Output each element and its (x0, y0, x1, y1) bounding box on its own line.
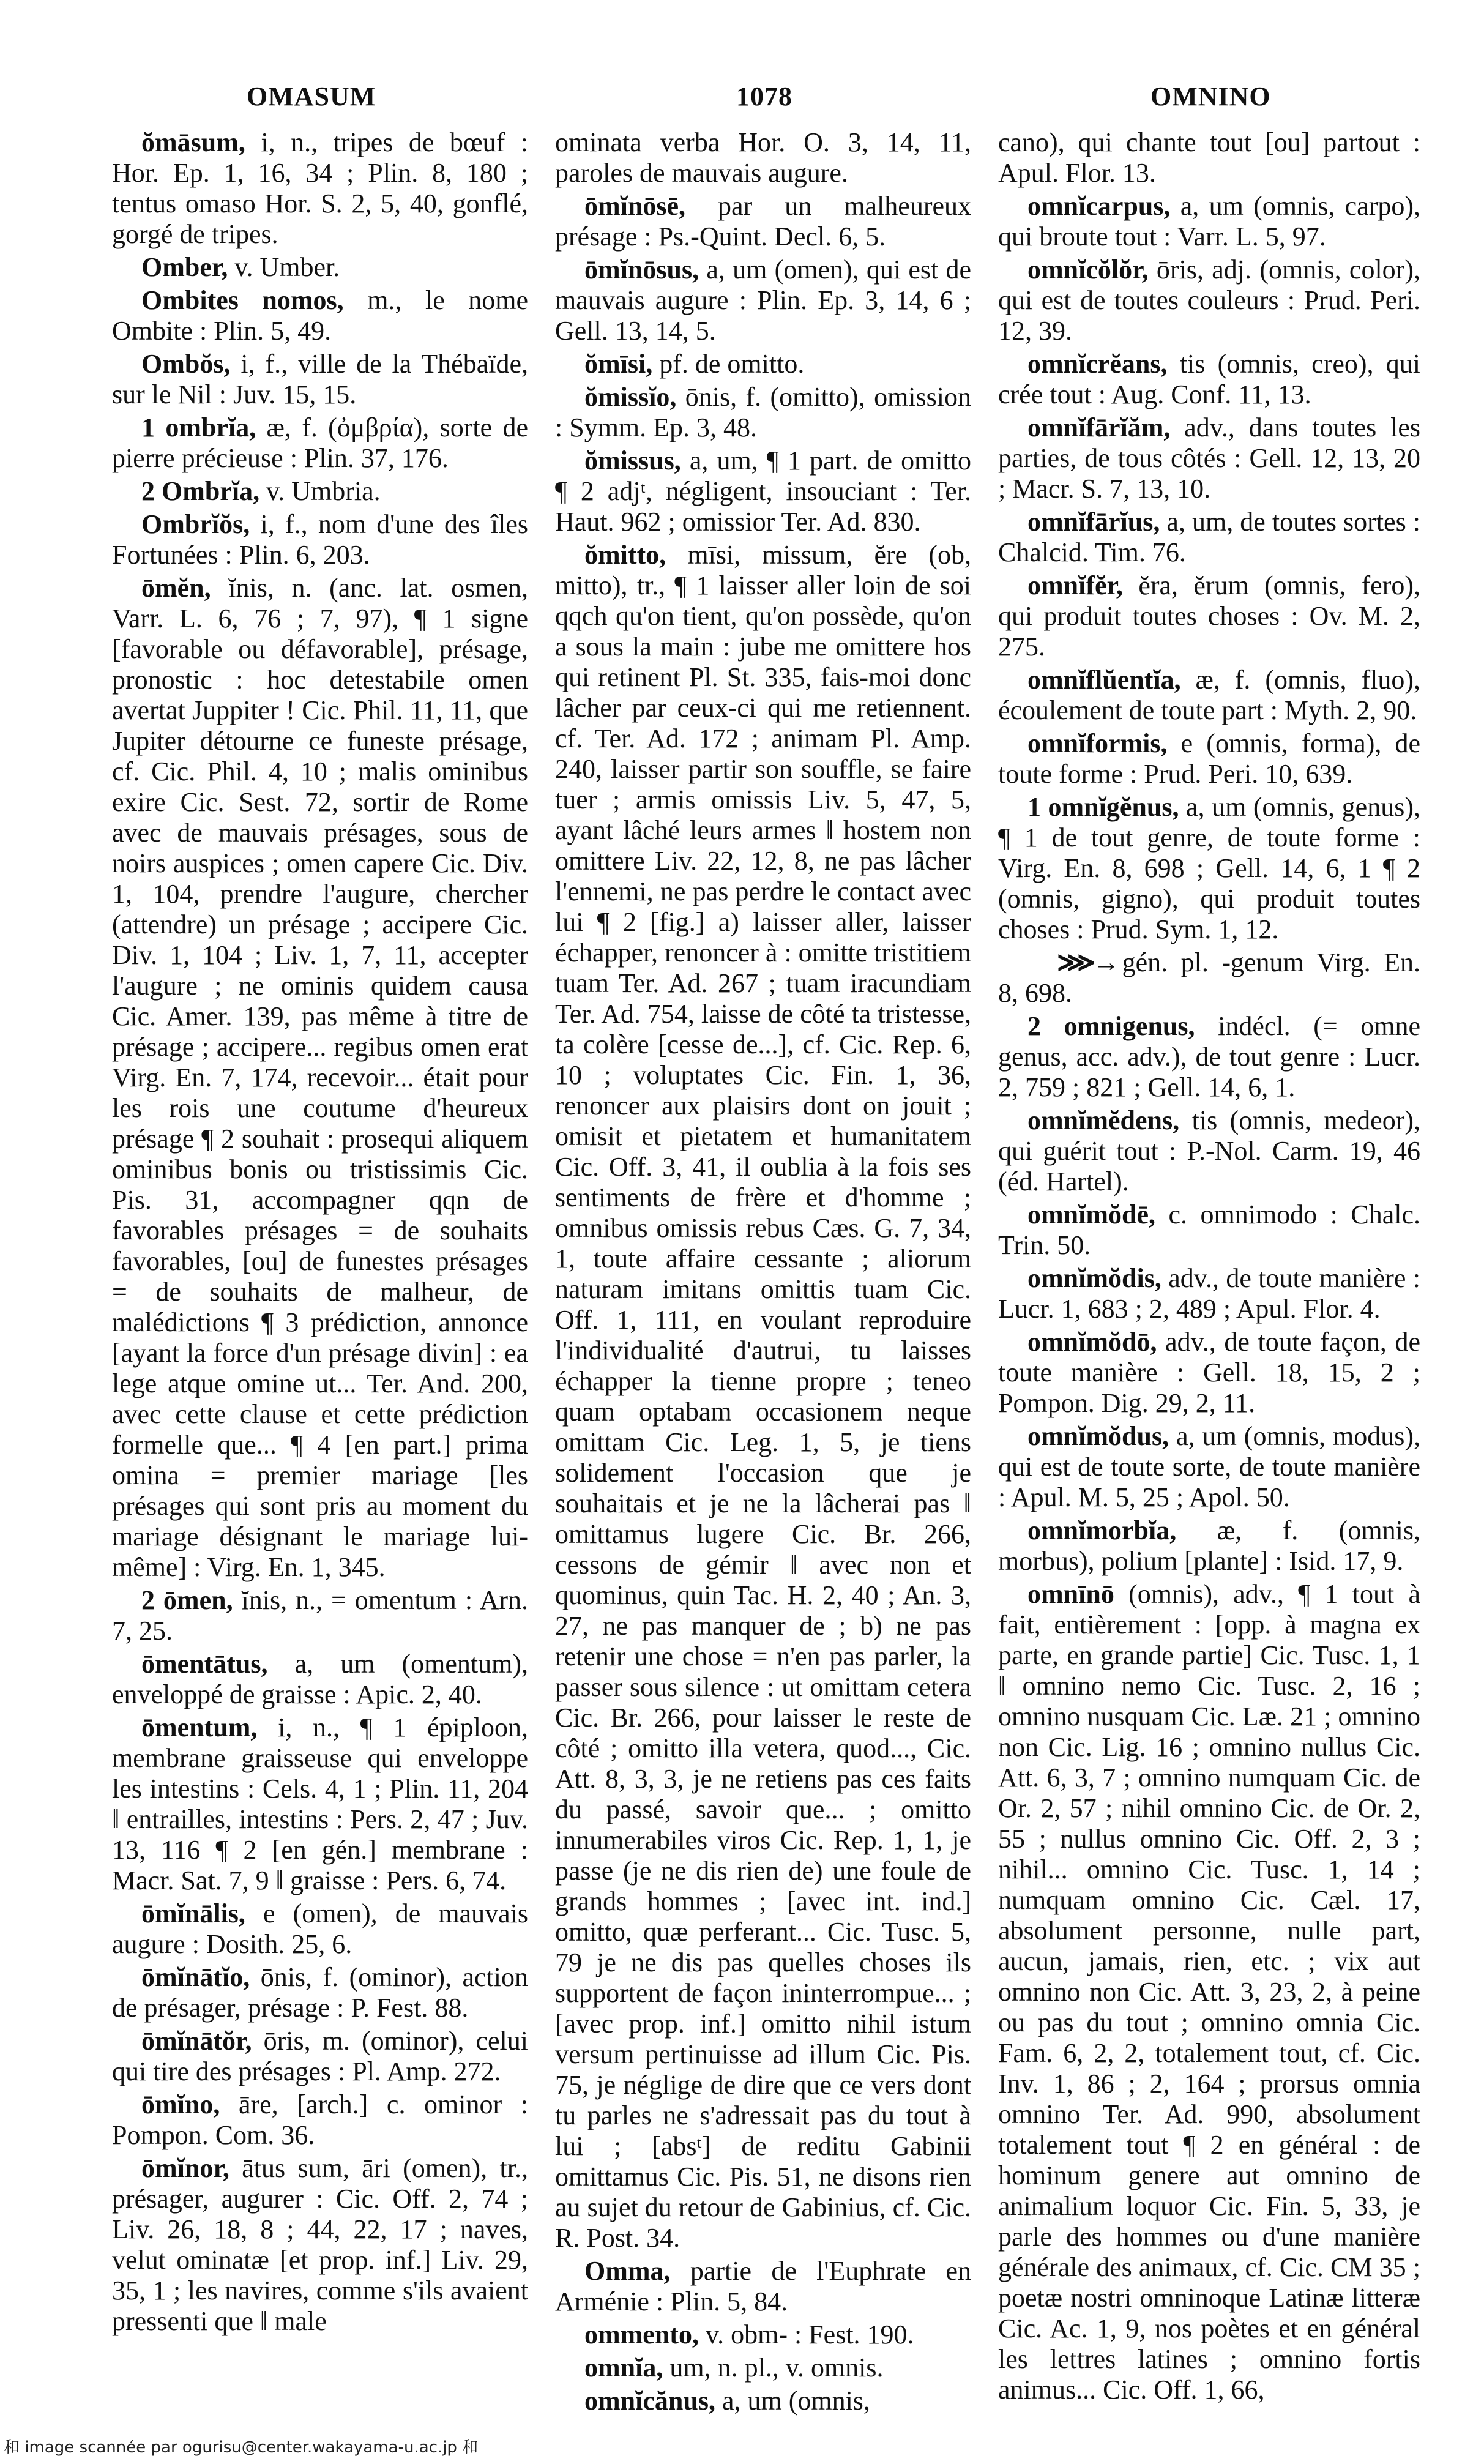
entry-definition: v. Umbria. (259, 476, 381, 506)
dictionary-entry (112, 2153, 528, 2337)
dictionary-entry (555, 446, 971, 537)
headword: omnĭcŏlŏr, (1027, 255, 1149, 285)
headword: omnĭmŏdē, (1027, 1200, 1155, 1230)
text-columns (0, 127, 1484, 2419)
kanji-mark-right: 和 (462, 2438, 479, 2457)
dictionary-entry (112, 476, 528, 507)
dictionary-entry (998, 1011, 1420, 1103)
headword: omnĭmŏdō, (1027, 1327, 1157, 1357)
headword: Omber, (141, 252, 228, 282)
dictionary-entry (998, 127, 1420, 189)
entry-definition: ōris, adj. (omnis, color), qui est de toutes couleurs : Prud. Peri. 12, 39. (998, 255, 1420, 346)
entry-definition: i, f., ville de la Thébaïde, sur le Nil : Juv. 15, 15. (112, 349, 528, 409)
entry-definition: c. omnimodo : Chalc. Trin. 50. (998, 1200, 1420, 1260)
dictionary-entry (998, 255, 1420, 346)
dictionary-entry (112, 1962, 528, 2023)
dictionary-entry (555, 540, 971, 2253)
entry-definition: ōris, m. (ominor), celui qui tire des présages : Pl. Amp. 272. (112, 2026, 528, 2086)
dictionary-entry (998, 191, 1420, 252)
dictionary-entry (998, 570, 1420, 662)
entry-definition: adv., de toute manière : Lucr. 1, 683 ; 2, 489 ; Apul. Flor. 4. (998, 1263, 1420, 1324)
entry-definition: i, f., nom d'une des îles Fortunées : Plin. 6, 203. (112, 509, 528, 570)
headword: ŏmissĭo, (584, 382, 677, 412)
entry-definition: a, um (omnis, modus), qui est de toute sorte, de toute manière : Apul. M. 5, 25 ; Apol. 50. (998, 1421, 1420, 1512)
dictionary-entry (112, 2026, 528, 2087)
entry-definition: indécl. (= omne genus, acc. adv.), de tout genre : Lucr. 2, 759 ; 821 ; Gell. 14, 6, 1. (998, 1011, 1420, 1102)
headword: omnĭflŭentĭa, (1027, 665, 1181, 695)
dictionary-entry (112, 1898, 528, 1960)
entry-definition: æ, f. (omnis, morbus), polium [plante] : Isid. 17, 9. (998, 1515, 1420, 1576)
entry-definition: adv., de toute façon, de toute manière : Gell. 18, 15, 2 ; Pompon. Dig. 29, 2, 11. (998, 1327, 1420, 1418)
entry-definition: i, n., ¶ 1 épiploon, membrane graisseuse qui enveloppe les intestins : Cels. 4, 1 ; Plin. 11, 204 ‖ entrailles, intestins : Pers. 2, 47 ; Juv. 13, 116 ¶ 2 [en gén.] membrane : Macr. Sat. 7, 9 ‖ graisse : Pers. 6, 74. (112, 1712, 528, 1895)
entry-definition: ōnis, f. (ominor), action de présager, présage : P. Fest. 88. (112, 1962, 528, 2023)
headword: omnĭformis, (1027, 728, 1168, 758)
entry-definition: ātus sum, āri (omen), tr., présager, augurer : Cic. Off. 2, 74 ; Liv. 26, 18, 8 ; 44, 22, 17 ; naves, velut ominatæ [et prop. inf.] Liv. 29, 35, 1 ; les navires, comme s'ils avaient pressenti que ‖ male (112, 2153, 528, 2336)
headword: Ombŏs, (141, 349, 231, 379)
entry-definition: pf. de omitto. (652, 349, 805, 379)
entry-definition: v. Umber. (228, 252, 340, 282)
entry-definition: cano), qui chante tout [ou] partout : Apul. Flor. 13. (998, 127, 1420, 188)
headword: omnĭcănus, (584, 2386, 715, 2416)
entry-definition: par un malheureux présage : Ps.-Quint. Decl. 6, 5. (555, 191, 971, 252)
dictionary-entry (998, 665, 1420, 726)
dictionary-entry (555, 127, 971, 189)
running-head (0, 78, 1484, 115)
dictionary-entry (998, 792, 1420, 945)
entry-definition: v. obm- : Fest. 190. (698, 2320, 914, 2350)
dictionary-entry (112, 413, 528, 474)
column-1 (112, 127, 528, 2339)
headword: 2 ōmen, (141, 1585, 233, 1615)
entry-definition: i, n., tripes de bœuf : Hor. Ep. 1, 16, 34 ; Plin. 8, 180 ; tentus omaso Hor. S. 2, 5, 40, gonflé, gorgé de tripes. (112, 127, 528, 249)
dictionary-entry (112, 252, 528, 283)
entry-definition: æ, f. (omnis, fluo), écoulement de toute part : Myth. 2, 90. (998, 665, 1420, 725)
headword: ōmentātus, (141, 1649, 268, 1679)
dictionary-entry (112, 127, 528, 250)
headword: ōmĭnōsus, (584, 255, 699, 285)
entry-definition: a, um (omnis, genus), ¶ 1 de tout genre, de toute forme : Virg. En. 8, 698 ; Gell. 14, 6, 1 ¶ 2 (omnis, gigno), qui produit toutes choses : Prud. Sym. 1, 12. (998, 792, 1420, 944)
headword: 1 omnĭgĕnus, (1027, 792, 1179, 822)
dictionary-entry (998, 413, 1420, 504)
headword: omnĭmorbĭa, (1027, 1515, 1177, 1545)
entry-definition: adv., dans toutes les parties, de tous côtés : Gell. 12, 13, 20 ; Macr. S. 7, 13, 10. (998, 413, 1420, 504)
entry-definition: ominata verba Hor. O. 3, 14, 11, paroles de mauvais augure. (555, 127, 971, 188)
entry-definition: tis (omnis, creo), qui crée tout : Aug. Conf. 11, 13. (998, 349, 1420, 409)
entry-definition: a, um, de toutes sortes : Chalcid. Tim. 76. (998, 507, 1420, 567)
page-number: 1078 (736, 81, 792, 111)
entry-definition: e (omnis, forma), de toute forme : Prud. Peri. 10, 639. (998, 728, 1420, 789)
dictionary-entry (555, 255, 971, 346)
entry-definition: āre, [arch.] c. ominor : Pompon. Com. 36. (112, 2089, 528, 2150)
dictionary-entry (998, 1421, 1420, 1513)
column-3 (998, 127, 1420, 2408)
entry-definition: a, um (omen), qui est de mauvais augure : Plin. Ep. 3, 14, 6 ; Gell. 13, 14, 5. (555, 255, 971, 346)
entry-definition: ĭnis, n. (anc. lat. osmen, Varr. L. 6, 76 ; 7, 97), ¶ 1 signe [favorable ou défavorable], présage, pronostic : hoc detestabile omen avertat Juppiter ! Cic. Phil. 11, 11, que Jupiter détourne ce funeste présage, cf. Cic. Phil. 4, 10 ; malis ominibus exire Cic. Sest. 72, sortir de Rome avec de mauvais présages, sous de noirs auspices ; omen capere Cic. Div. 1, 104, prendre l'augure, chercher (attendre) un présage ; accipere Cic. Div. 1, 104 ; Liv. 1, 7, 11, accepter l'augure ; ne ominis quidem causa Cic. Amer. 139, pas même à titre de présage ; accipere... regibus omen erat Virg. En. 7, 174, recevoir... était pour les rois une coutume d'heureux présage ¶ 2 souhait : prosequi aliquem ominibus bonis ou tristissimis Cic. Pis. 31, accompagner qqn de favorables présages = de souhaits favorables, [ou] de funestes présages = de souhaits de malheur, de malédictions ¶ 3 prédiction, annonce [ayant la force d'un présage divin] : ea lege atque omine ut... Ter. And. 200, avec cette clause et cette prédiction formelle que... ¶ 4 [en part.] prima omina = premier mariage [les présages qui sont pris au moment du mariage désignant le mariage lui-même] : Virg. En. 1, 345. (112, 573, 528, 1582)
headword: Ombrĭŏs, (141, 509, 250, 539)
headword: Ombites nomos, (141, 285, 344, 315)
right-guide-word: OMNINO (1150, 81, 1271, 111)
dictionary-entry (555, 349, 971, 379)
dictionary-entry (112, 573, 528, 1583)
headword: ōmĭno, (141, 2089, 220, 2119)
dictionary-entry (555, 382, 971, 443)
entry-definition: tis (omnis, medeor), qui guérit tout : P.-Nol. Carm. 19, 46 (éd. Hartel). (998, 1105, 1420, 1197)
dictionary-entry (555, 191, 971, 252)
dictionary-entry (555, 2353, 971, 2383)
dictionary-entry (998, 349, 1420, 410)
entry-definition: e (omen), de mauvais augure : Dosith. 25, 6. (112, 1898, 528, 1959)
scan-credit-text: image scannée par ogurisu@center.wakayama-u.ac.jp (24, 2438, 457, 2457)
dictionary-entry (998, 1263, 1420, 1324)
dictionary-entry (998, 507, 1420, 568)
dictionary-entry (112, 1712, 528, 1896)
headword: omnĭmŏdis, (1027, 1263, 1161, 1293)
headword: 2 Ombrĭa, (141, 476, 260, 506)
entry-definition: a, um (omnis, (715, 2386, 870, 2416)
entry-definition: m., le nome Ombite : Plin. 5, 49. (112, 285, 529, 346)
dictionary-entry (112, 1585, 528, 1646)
dictionary-entry (998, 947, 1420, 1009)
headword: ōmĕn, (141, 573, 211, 603)
headword: omnĭa, (584, 2353, 663, 2383)
headword: omnĭcrĕans, (1027, 349, 1168, 379)
entry-definition: a, um (omentum), enveloppé de graisse : Apic. 2, 40. (112, 1649, 528, 1709)
entry-definition: gén. pl. -genum Virg. En. 8, 698. (998, 947, 1420, 1008)
headword: 1 ombrĭa, (141, 413, 256, 442)
headword: ōmĭnātĭo, (141, 1962, 250, 1992)
entry-definition: partie de l'Euphrate en Arménie : Plin. 5, 84. (555, 2256, 971, 2317)
scan-credit-footer (0, 2437, 1484, 2464)
column-2 (555, 127, 971, 2419)
headword: ommento, (584, 2320, 699, 2350)
headword: ōmĭnor, (141, 2153, 229, 2183)
entry-definition: a, um (omnis, carpo), qui broute tout : Varr. L. 5, 97. (998, 191, 1420, 252)
headword: ōmentum, (141, 1712, 258, 1742)
entry-definition: mīsi, missum, ĕre (ob, mitto), tr., ¶ 1 laisser aller loin de soi qqch qu'on tient, qu'on possède, qu'on a sous la main : jube me omittere hos qui retinent Pl. St. 335, fais-moi donc lâcher par ceux-ci qui me retiennent. cf. Ter. Ad. 172 ; animam Pl. Amp. 240, laisser partir son souffle, se faire tuer ; armis omissis Liv. 5, 47, 5, ayant lâché leurs armes ‖ hostem non omittere Liv. 22, 12, 8, ne pas lâcher l'ennemi, ne pas perdre le contact avec lui ¶ 2 [fig.] a) laisser aller, laisser échapper, renoncer à : omitte tristitiem tuam Ter. Ad. 267 ; tuam iracundiam Ter. Ad. 754, laisse de côté ta tristesse, ta colère [cesse de...], cf. Cic. Rep. 6, 10 ; voluptates Cic. Fin. 1, 36, renoncer aux plaisirs dont on jouit ; omisit et pietatem et humanitatem Cic. Off. 3, 41, il oublia à la fois ses sentiments de frère et d'homme ; omnibus omissis rebus Cæs. G. 7, 34, 1, toute affaire cessante ; aliorum naturam imitans omittis tuam Cic. Off. 1, 111, en voulant reproduire l'individualité d'autrui, tu laisses échapper la tienne propre ; teneo quam optabam occasionem neque omittam Cic. Leg. 1, 5, je tiens solidement l'occasion que je souhaitais et je ne la lâcherai pas ‖ omittamus lugere Cic. Br. 266, cessons de gémir ‖ avec non et quominus, quin Tac. H. 2, 40 ; An. 3, 27, ne pas manquer de ; b) ne pas retenir une chose = n'en pas parler, la passer sous silence : ut omittam cetera Cic. Br. 266, pour laisser le reste de côté ; omitto illa vetera, quod..., Cic. Att. 8, 3, 3, je ne retiens pas ces faits du passé, savoir que... ; omitto innumerabiles viros Cic. Rep. 1, 1, je passe (je ne dis rien de) une foule de grands hommes ; [avec int. ind.] omitto, quæ perferant... Cic. Tusc. 5, 79 je ne dis pas quelles choses ils supportent de façon ininterrompue... ; [avec prop. inf.] omitto nihil istum versum pertinuisse ad illum Cic. Pis. 75, je néglige de dire que ce vers dont tu parles ne s'adressait pas du tout à lui ; [absᵗ] de reditu Gabinii omittamus Cic. Pis. 51, ne disons rien au sujet du retour de Gabinius, cf. Cic. R. Post. 34. (555, 540, 971, 2253)
entry-definition: æ, f. (ὀμβρία), sorte de pierre précieuse : Plin. 37, 176. (112, 413, 528, 473)
entry-definition: ĕra, ĕrum (omnis, fero), qui produit toutes choses : Ov. M. 2, 275. (998, 570, 1420, 662)
headword: ŏmīsi, (584, 349, 653, 379)
headword: ŏmāsum, (141, 127, 245, 157)
headword: omnīnō (1027, 1579, 1114, 1609)
headword: omnĭfĕr, (1027, 570, 1124, 600)
headword: omnĭmŏdus, (1027, 1421, 1169, 1451)
dictionary-entry (555, 2256, 971, 2317)
dictionary-entry (112, 509, 528, 570)
left-guide-word: OMASUM (247, 81, 376, 111)
headword: omnĭfārĭăm, (1027, 413, 1171, 442)
dictionary-entry (998, 1515, 1420, 1577)
headword: ŏmitto, (584, 540, 666, 570)
headword: omnĭfārĭus, (1027, 507, 1160, 537)
headword: Omma, (584, 2256, 671, 2286)
dictionary-entry (998, 1105, 1420, 1197)
dictionary-entry (555, 2386, 971, 2416)
dictionary-entry (998, 1327, 1420, 1419)
entry-definition: um, n. pl., v. omnis. (663, 2353, 884, 2383)
dictionary-entry (112, 349, 528, 410)
entry-definition: a, um, ¶ 1 part. de omitto ¶ 2 adjᵗ, négligent, insouciant : Ter. Haut. 962 ; omissior Ter. Ad. 830. (555, 446, 971, 537)
headword: ōmĭnōsē, (584, 191, 685, 221)
headword: 2 omnigenus, (1027, 1011, 1195, 1041)
dictionary-entry (112, 2089, 528, 2151)
headword: omnĭcarpus, (1027, 191, 1171, 221)
dictionary-entry (555, 2320, 971, 2350)
entry-definition: (omnis), adv., ¶ 1 tout à fait, entièrement : [opp. à magna ex parte, en grande partie] Cic. Tusc. 1, 1 ‖ omnino nemo Cic. Tusc. 2, 16 ; omnino nusquam Cic. Læ. 21 ; omnino non Cic. Lig. 16 ; omnino nullus Cic. Att. 6, 3, 7 ; omnino numquam Cic. de Or. 2, 57 ; nihil omnino Cic. de Or. 2, 55 ; nullus omnino Cic. Off. 2, 3 ; nihil... omnino Cic. Tusc. 1, 14 ; numquam omnino Cic. Cæl. 17, absolument personne, nulle part, aucun, jamais, rien, etc. ; vix aut omnino non Cic. Att. 3, 23, 2, à peine ou pas du tout ; omnino omnia Cic. Fam. 6, 2, 2, totalement tout, cf. Cic. Inv. 1, 86 ; 2, 164 ; prorsus omnia omnino Ter. Ad. 990, absolument totalement tout ¶ 2 en général : de hominum genere aut omnino de animalium loquor Cic. Fin. 5, 33, je parle des hommes ou d'une manière générale des animaux, cf. Cic. CM 35 ; poetæ nostri omninoque Latinæ litteræ Cic. Ac. 1, 9, nos poètes et en général les lettres latines ; omnino fortis animus... Cic. Off. 1, 66, (998, 1579, 1420, 2405)
dictionary-entry (998, 728, 1420, 790)
headword: omnĭmĕdens, (1027, 1105, 1180, 1135)
dictionary-entry (112, 1649, 528, 1710)
entry-definition: ōnis, f. (omitto), omission : Symm. Ep. 3, 48. (555, 382, 971, 442)
headword: ŏmissus, (584, 446, 681, 476)
arrow-right-icon: ⋙→ (1057, 947, 1117, 977)
dictionary-entry (112, 285, 528, 346)
dictionary-entry (998, 1579, 1420, 2405)
headword: ōmĭnātŏr, (141, 2026, 252, 2056)
dictionary-entry (998, 1200, 1420, 1261)
headword: ōmĭnālis, (141, 1898, 245, 1928)
kanji-mark-left: 和 (4, 2438, 20, 2457)
entry-definition: ĭnis, n., = omentum : Arn. 7, 25. (112, 1585, 528, 1646)
